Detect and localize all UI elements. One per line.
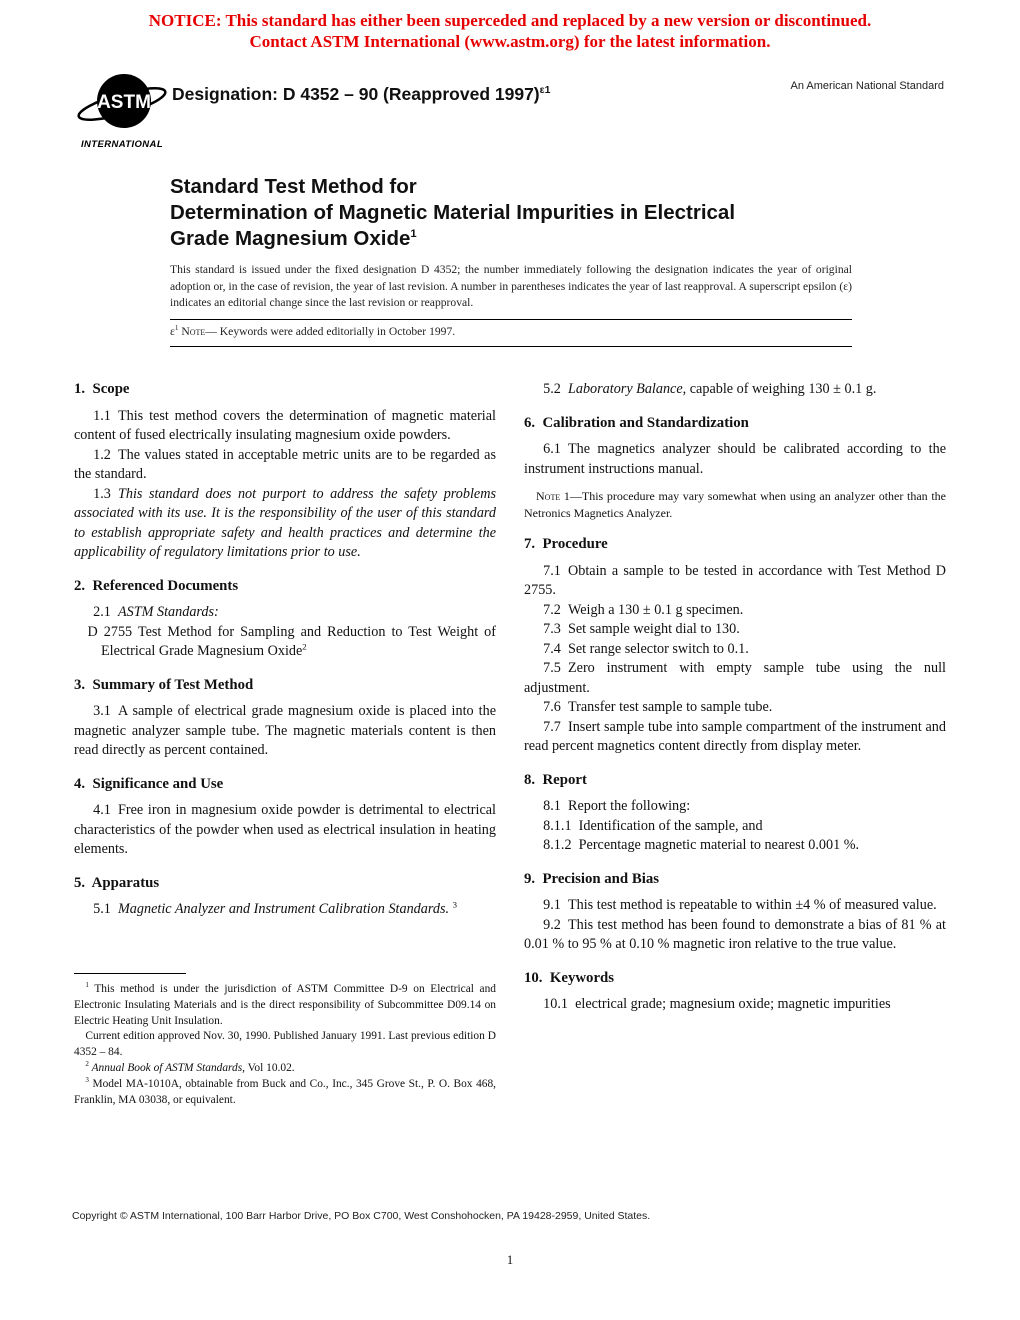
- paragraph-6-1-text: The magnetics analyzer should be calibrated according to the instrument instructions manual.: [524, 441, 946, 477]
- section-4-heading: 4. Significance and Use: [74, 775, 224, 792]
- paragraph-8-1-1: [524, 817, 946, 837]
- designation-epsilon-sup: ε1: [539, 84, 551, 97]
- paragraph-4-1-text: Free iron in magnesium oxide powder is detrimental to electrical characteristics of the powder when used as electrical insulation in heating elements.: [74, 802, 496, 857]
- copyright-line: Copyright © ASTM International, 100 Barr Harbor Drive, PO Box C700, West Conshohocken, PA 19428-2959, United States.: [72, 1210, 651, 1222]
- paragraph-7-1-text: Obtain a sample to be tested in accordance with Test Method D 2755.: [524, 562, 946, 598]
- title-line-3-text: Grade Magnesium Oxide: [170, 227, 411, 250]
- footnote-3: [74, 1077, 496, 1109]
- note-text: Keywords were added editorially in October 1997.: [216, 324, 456, 338]
- section-10-heading: 10. Keywords: [524, 969, 615, 986]
- footnote-2-marker: 2: [85, 1060, 89, 1069]
- paragraph-7-7: [524, 718, 946, 757]
- american-national-standard-note: An American National Standard: [790, 80, 944, 92]
- paragraph-5-1: [74, 900, 496, 920]
- paragraph-8-1-2-num: 8.1.2: [543, 837, 572, 853]
- paragraph-3-1: [74, 702, 496, 761]
- paragraph-7-6-num: 7.6: [543, 699, 561, 715]
- paragraph-8-1: [524, 797, 946, 817]
- paragraph-5-2: [524, 380, 946, 400]
- paragraph-4-1: [74, 801, 496, 860]
- paragraph-5-1-num: 5.1: [93, 901, 111, 917]
- paragraph-1-2-text: The values stated in acceptable metric units are to be regarded as the standard.: [74, 446, 496, 482]
- paragraph-2-1: [74, 603, 496, 623]
- section-3-heading: 3. Summary of Test Method: [74, 676, 254, 693]
- paragraph-5-2-num: 5.2: [543, 381, 561, 397]
- paragraph-1-2-num: 1.2: [93, 446, 111, 463]
- note-1-label: Note 1—: [536, 489, 582, 503]
- paragraph-1-1-text: This test method covers the determination of magnetic material content of fused electrically insulating magnesium oxide powders.: [74, 407, 496, 443]
- note-1-text: This procedure may vary somewhat when using an analyzer other than the Netronics Magnetics Analyzer.: [524, 489, 946, 520]
- paragraph-7-2-num: 7.2: [543, 601, 561, 618]
- paragraph-7-3-num: 7.3: [543, 621, 561, 637]
- footnote-3-text: Model MA-1010A, obtainable from Buck and Co., Inc., 345 Grove St., P. O. Box 468, Franklin, MA 03038, or equivalent.: [74, 1077, 496, 1106]
- paragraph-9-1-num: 9.1: [543, 897, 561, 913]
- paragraph-8-1-2-text: Percentage magnetic material to nearest 0.001 %.: [578, 837, 860, 853]
- paragraph-1-1-num: 1.1: [93, 407, 111, 424]
- paragraph-7-5: [524, 659, 946, 698]
- title-line-3: [170, 226, 870, 252]
- paragraph-7-4: [524, 640, 946, 660]
- paragraph-9-2-text: This test method has been found to demonstrate a bias of 81 % at 0.01 % to 95 % at 0.10 % magnetic iron relative to the true value.: [524, 916, 946, 952]
- paragraph-2-1-text: ASTM Standards:: [117, 604, 219, 620]
- paragraph-2-1-num: 2.1: [93, 604, 111, 620]
- astm-logo-text: ASTM: [97, 92, 151, 113]
- footnote-separator-rule: [74, 973, 186, 974]
- paragraph-9-1: [524, 896, 946, 916]
- footnote-2-italic: Annual Book of ASTM Standards,: [88, 1061, 246, 1074]
- issued-under-paragraph: This standard is issued under the fixed designation D 4352; the number immediately following the designation indicates the year of original adoption or, in the case of revision, the year of last revision. A number in parentheses indicates the year of last reapproval. A superscript epsilon (ε) indicates an editorial change since the last revision or reapproval.: [170, 263, 852, 309]
- left-column: [74, 380, 496, 1015]
- paragraph-7-7-num: 7.7: [543, 718, 561, 735]
- paragraph-7-6: [524, 698, 946, 718]
- footnote-1b: [74, 1029, 496, 1061]
- footnote-1: [74, 982, 496, 1029]
- paragraph-4-1-num: 4.1: [93, 802, 111, 818]
- paragraph-5-2-tail: , capable of weighing 130 ± 0.1 g.: [682, 381, 877, 397]
- paragraph-3-1-text: A sample of electrical grade magnesium oxide is placed into the magnetic analyzer sample tube. The magnetic materials content is then read directly as percent contained.: [74, 703, 496, 758]
- reference-d2755: [74, 623, 496, 662]
- section-8-heading: 8. Report: [524, 771, 587, 788]
- paragraph-7-1: [524, 562, 946, 601]
- paragraph-7-3: [524, 620, 946, 640]
- paragraph-7-7-text: Insert sample tube into sample compartment of the instrument and read percent magnetics content directly from display meter.: [524, 718, 946, 754]
- notice-line-1: NOTICE: This standard has either been superceded and replaced by a new version or discontinued.: [148, 11, 872, 30]
- title-line-2: Determination of Magnetic Material Impurities in Electrical: [170, 201, 736, 224]
- section-1-heading: 1. Scope: [74, 381, 130, 397]
- paragraph-7-2: [524, 601, 946, 621]
- footnote-3-marker: 3: [85, 1075, 89, 1084]
- preamble: [170, 262, 852, 347]
- paragraph-1-1: [74, 407, 496, 446]
- footnote-1-text: This method is under the jurisdiction of ASTM Committee D-9 on Electrical and Electronic Insulating Materials and is the direct responsibility of Subcommittee D09.14 on Electric Heating Unit Insulation.: [74, 983, 496, 1027]
- paragraph-7-1-num: 7.1: [543, 562, 561, 579]
- footnotes: [74, 973, 496, 1108]
- epsilon-symbol: ε: [170, 324, 175, 338]
- paragraph-8-1-2: [524, 836, 946, 856]
- astm-logo-emblem: [74, 72, 170, 136]
- paragraph-1-3-text: This standard does not purport to address the safety problems associated with its use. It is the responsibility of the user of this standard to establish appropriate safety and health practices and determine the applicability of regulatory limitations prior to use.: [74, 485, 496, 560]
- epsilon-sup: 1: [174, 323, 179, 332]
- standard-title: [170, 174, 870, 252]
- paragraph-10-1-num: 10.1: [543, 996, 568, 1012]
- paragraph-5-2-italic: Laboratory Balance: [567, 381, 683, 397]
- paragraph-7-3-text: Set sample weight dial to 130.: [567, 621, 740, 637]
- note-label: Note—: [181, 324, 217, 338]
- paragraph-9-2: [524, 916, 946, 955]
- section-7-heading: 7. Procedure: [524, 536, 608, 552]
- paragraph-7-5-text: Zero instrument with empty sample tube using the null adjustment.: [524, 660, 946, 696]
- body-columns: [74, 380, 946, 1015]
- paragraph-3-1-num: 3.1: [93, 703, 111, 719]
- title-line-1: Standard Test Method for: [170, 175, 417, 198]
- paragraph-9-2-num: 9.2: [543, 916, 561, 933]
- paragraph-8-1-1-text: Identification of the sample, and: [578, 817, 763, 834]
- paragraph-6-1: [524, 440, 946, 479]
- notice-line-2: Contact ASTM International (www.astm.org) for the latest information.: [249, 32, 771, 51]
- paragraph-8-1-num: 8.1: [543, 798, 561, 814]
- section-9-heading: 9. Precision and Bias: [524, 870, 659, 887]
- paragraph-1-3-num: 1.3: [93, 485, 111, 502]
- paragraph-7-4-text: Set range selector switch to 0.1.: [567, 640, 749, 657]
- section-2-heading: 2. Referenced Documents: [74, 577, 239, 594]
- paragraph-10-1: [524, 995, 946, 1015]
- footnote-2: [74, 1061, 496, 1077]
- reference-d2755-text: D 2755 Test Method for Sampling and Reduction to Test Weight of Electrical Grade Magnesium Oxide: [87, 623, 496, 659]
- section-5-heading: 5. Apparatus: [74, 874, 160, 891]
- paragraph-6-1-num: 6.1: [543, 441, 561, 457]
- editorial-change-note: [170, 319, 852, 348]
- paragraph-5-1-footnote-ref: 3: [452, 899, 457, 910]
- page-number: 1: [506, 1253, 514, 1267]
- paragraph-7-2-text: Weigh a 130 ± 0.1 g specimen.: [567, 601, 744, 618]
- paragraph-8-1-text: Report the following:: [567, 798, 691, 814]
- title-footnote-ref: 1: [410, 228, 417, 241]
- note-1: [524, 488, 946, 521]
- paragraph-1-3: [74, 485, 496, 563]
- footnote-2-tail: Vol 10.02.: [245, 1061, 295, 1074]
- paragraph-8-1-1-num: 8.1.1: [543, 817, 572, 834]
- footnote-1b-text: Current edition approved Nov. 30, 1990. Published January 1991. Last previous edition D 4352 – 84.: [74, 1030, 496, 1059]
- section-6-heading: 6. Calibration and Standardization: [524, 414, 749, 431]
- designation-text: Designation: D 4352 – 90 (Reapproved 1997): [172, 84, 540, 104]
- designation-line: [172, 84, 550, 105]
- paragraph-7-4-num: 7.4: [543, 640, 561, 657]
- astm-logo: [74, 72, 170, 150]
- right-column: [524, 380, 946, 1015]
- astm-logo-international: INTERNATIONAL: [80, 139, 164, 150]
- footnote-1-marker: 1: [85, 981, 89, 990]
- supersession-notice: [0, 10, 1020, 52]
- paragraph-9-1-text: This test method is repeatable to within ±4 % of measured value.: [567, 897, 937, 913]
- reference-d2755-footnote-ref: 2: [302, 641, 307, 652]
- paragraph-7-6-text: Transfer test sample to sample tube.: [567, 699, 773, 715]
- paragraph-5-1-text: Magnetic Analyzer and Instrument Calibration Standards.: [117, 901, 450, 917]
- paragraph-10-1-text: electrical grade; magnesium oxide; magnetic impurities: [575, 996, 891, 1012]
- paragraph-1-2: [74, 446, 496, 485]
- paragraph-7-5-num: 7.5: [543, 660, 561, 676]
